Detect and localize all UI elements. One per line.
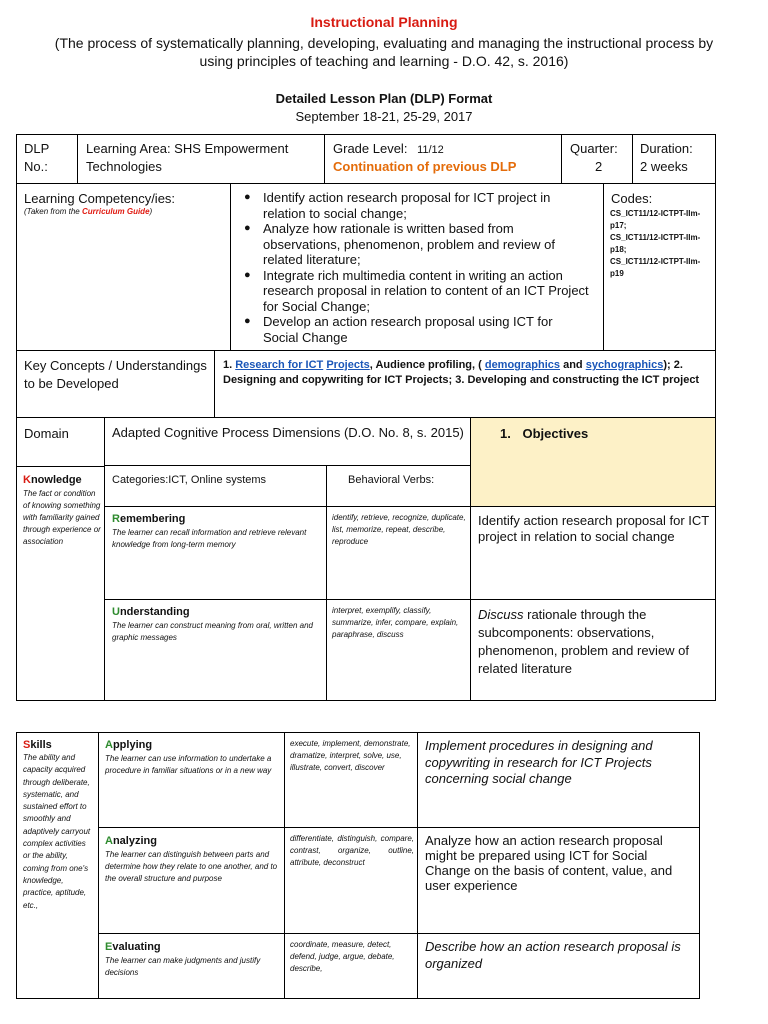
skills-rest: kills — [30, 739, 52, 751]
remembering-objective: Identify action research proposal for ICT project in relation to social change — [478, 513, 709, 544]
dlp-no-label: DLP No.: — [24, 141, 50, 174]
evaluating-rest: valuating — [112, 941, 161, 953]
applying-initial: A — [105, 739, 113, 751]
codes-label: Codes: — [611, 191, 653, 206]
codes-list — [610, 208, 714, 280]
knowledge-rest: nowledge — [30, 474, 82, 486]
page-description: (The process of systematically planning, developing, evaluating and managing the instructional process by using principles of teaching and learning - D.O. 42, s. 2016) — [54, 35, 714, 69]
remembering-initial: R — [112, 513, 120, 525]
analyzing-label — [105, 834, 157, 848]
applying-rest: pplying — [112, 739, 153, 751]
analyzing-initial: A — [105, 835, 113, 847]
applying-objective: Implement procedures in designing and copywriting in research for ICT Projects concerning social change — [425, 738, 653, 786]
skills-label — [23, 738, 52, 752]
grade-label: Grade Level: — [333, 141, 408, 156]
cell-remembering-verbs — [326, 506, 471, 600]
demographics-link[interactable]: demographics — [484, 359, 561, 371]
cell-evaluating — [98, 933, 285, 999]
cell-competency-label — [16, 183, 231, 351]
cell-remembering-objective — [470, 506, 716, 600]
competency-list — [239, 190, 591, 345]
cell-competency-list — [230, 183, 604, 351]
evaluating-desc: The learner can make judgments and justify decisions — [105, 956, 261, 977]
competency-item: ● Identify action research proposal for ICT project in relation to social change; — [239, 190, 591, 221]
kc-num: 1. — [223, 359, 236, 371]
learning-area: Learning Area: SHS Empowerment Technologies — [86, 141, 289, 174]
quarter-value: 2 — [595, 159, 603, 174]
sychographics-link[interactable]: sychographics — [585, 359, 664, 371]
remembering-desc: The learner can recall information and retrieve relevant knowledge from long-term memory — [112, 528, 307, 549]
cell-understanding-objective — [470, 599, 716, 701]
cell-objectives — [470, 417, 716, 507]
skills-desc: The ability and capacity acquired through deliberate, systematic, and sustained effort to smoothly and adaptively carryout complex activities or the ability, coming from one's knowledge, practice, aptitude, etc., — [23, 753, 91, 910]
knowledge-initial: K — [23, 474, 31, 486]
competency-source — [24, 206, 224, 218]
cell-remembering — [104, 506, 327, 600]
evaluating-verbs: coordinate, measure, detect, defend, judge, argue, debate, describe, — [290, 940, 395, 973]
page-title: Instructional Planning — [310, 14, 458, 30]
kc-tail: ); 2. Designing and copywriting for ICT Projects; 3. Developing and constructing the ICT project — [223, 359, 700, 386]
cell-key-concepts-label — [16, 350, 215, 418]
cell-codes — [603, 183, 716, 351]
competency-label: Learning Competency/ies: — [24, 191, 176, 206]
cell-applying-verbs — [284, 732, 418, 828]
cell-evaluating-verbs — [284, 933, 418, 999]
key-concepts-text — [223, 358, 713, 388]
continuation-note: Continuation of previous DLP — [333, 159, 517, 174]
domain-label: Domain — [24, 426, 69, 441]
cell-key-concepts — [214, 350, 716, 418]
cell-applying-objective — [417, 732, 700, 828]
analyzing-objective: Analyze how an action research proposal might be prepared using ICT for Social Change on the basis of content, value, and user experience — [425, 833, 673, 893]
grade-value: 11/12 — [417, 144, 444, 156]
understanding-objective — [478, 606, 710, 678]
analyzing-verbs: differentiate, distinguish, compare, contrast, organize, outline, attribute, deconstruct — [290, 834, 414, 867]
categories: Categories:ICT, Online systems — [112, 474, 267, 486]
understanding-label — [112, 605, 190, 619]
applying-label — [105, 738, 152, 752]
cell-evaluating-objective — [417, 933, 700, 999]
understanding-desc: The learner can construct meaning from oral, written and graphic messages — [112, 621, 313, 642]
skills-initial: S — [23, 739, 31, 751]
behavioral-verbs-label: Behavioral Verbs: — [348, 474, 435, 486]
cell-knowledge — [16, 466, 105, 701]
remembering-rest: emembering — [119, 513, 186, 525]
competency-item: ● Analyze how rationale is written based from observations, phenomenon, problem and review of related literature; — [239, 221, 591, 268]
objectives-heading — [500, 425, 588, 443]
understanding-rest: nderstanding — [119, 606, 190, 618]
applying-desc: The learner can use information to undertake a procedure in familiar situations or in a new way — [105, 754, 272, 775]
cell-verbs-label — [326, 465, 471, 507]
format-dates: September 18-21, 25-29, 2017 — [295, 109, 473, 124]
applying-verbs: execute, implement, demonstrate, dramatize, interpret, solve, use, illustrate, convert, discover — [290, 739, 411, 772]
kc-mid1: , Audience profiling, ( — [369, 359, 485, 371]
competency-item: ● Develop an action research proposal using ICT for Social Change — [239, 314, 591, 345]
curriculum-guide-link: Curriculum Guide — [81, 207, 150, 216]
duration-label: Duration: — [640, 141, 693, 156]
adapted-dimensions: Adapted Cognitive Process Dimensions (D.O. No. 8, s. 2015) — [112, 425, 464, 440]
cell-applying — [98, 732, 285, 828]
format-title: Detailed Lesson Plan (DLP) Format — [275, 91, 493, 106]
code-item: CS_ICT11/12-ICTPT-IIm-p17; — [610, 209, 701, 230]
analyzing-desc: The learner can distinguish between parts and determine how they relate to one another, and to the overall structure and purpose — [105, 850, 278, 883]
knowledge-label — [23, 473, 82, 487]
understanding-verbs: interpret, exemplify, classify, summarize, infer, compare, explain, paraphrase, discuss — [332, 606, 459, 639]
competency-item: ● Integrate rich multimedia content in writing an action research proposal in relation to content of an ICT Project for Social Change; — [239, 268, 591, 315]
understanding-initial: U — [112, 606, 120, 618]
cell-skills — [16, 732, 99, 999]
source-prefix: (Taken from the — [24, 207, 82, 216]
code-item: CS_ICT11/12-ICTPT-IIm-p19 — [610, 257, 701, 278]
cell-learning-area — [77, 134, 325, 184]
understanding-objective-verb: Discuss — [478, 607, 524, 622]
cell-duration — [632, 134, 716, 184]
understanding-objective-text: rationale through the subcomponents: observations, phenomenon, problem and review of related literature — [478, 607, 690, 676]
cell-grade-level — [324, 134, 562, 184]
remembering-verbs: identify, retrieve, recognize, duplicate, list, memorize, repeat, describe, reproduce — [332, 513, 466, 546]
cell-analyzing-objective — [417, 827, 700, 934]
objectives-label: Objectives — [522, 426, 589, 441]
analyzing-rest: nalyzing — [112, 835, 157, 847]
cell-dlp-no — [16, 134, 78, 184]
evaluating-initial: E — [105, 941, 113, 953]
cell-categories — [104, 465, 327, 507]
cell-understanding-verbs — [326, 599, 471, 701]
cell-adapted — [104, 417, 471, 466]
objectives-num: 1. — [500, 426, 511, 441]
knowledge-desc: The fact or condition of knowing something with familiarity gained through experience or association — [23, 489, 101, 546]
grade-level — [333, 140, 444, 158]
remembering-label — [112, 512, 185, 526]
evaluating-objective: Describe how an action research proposal is organized — [425, 939, 681, 971]
cell-analyzing — [98, 827, 285, 934]
cell-understanding — [104, 599, 327, 701]
source-suffix: ) — [149, 207, 153, 216]
kc-mid2: and — [560, 359, 586, 371]
code-item: CS_ICT11/12-ICTPT-IIm-p18; — [610, 233, 701, 254]
key-concepts-label: Key Concepts / Understandings to be Developed — [24, 358, 207, 391]
projects-link[interactable]: Projects — [326, 359, 370, 371]
duration-value: 2 weeks — [640, 159, 688, 174]
cell-quarter — [561, 134, 633, 184]
cell-analyzing-verbs — [284, 827, 418, 934]
evaluating-label — [105, 940, 161, 954]
research-for-ict-link[interactable]: Research for ICT — [235, 359, 324, 371]
quarter-label: Quarter: — [570, 141, 618, 156]
